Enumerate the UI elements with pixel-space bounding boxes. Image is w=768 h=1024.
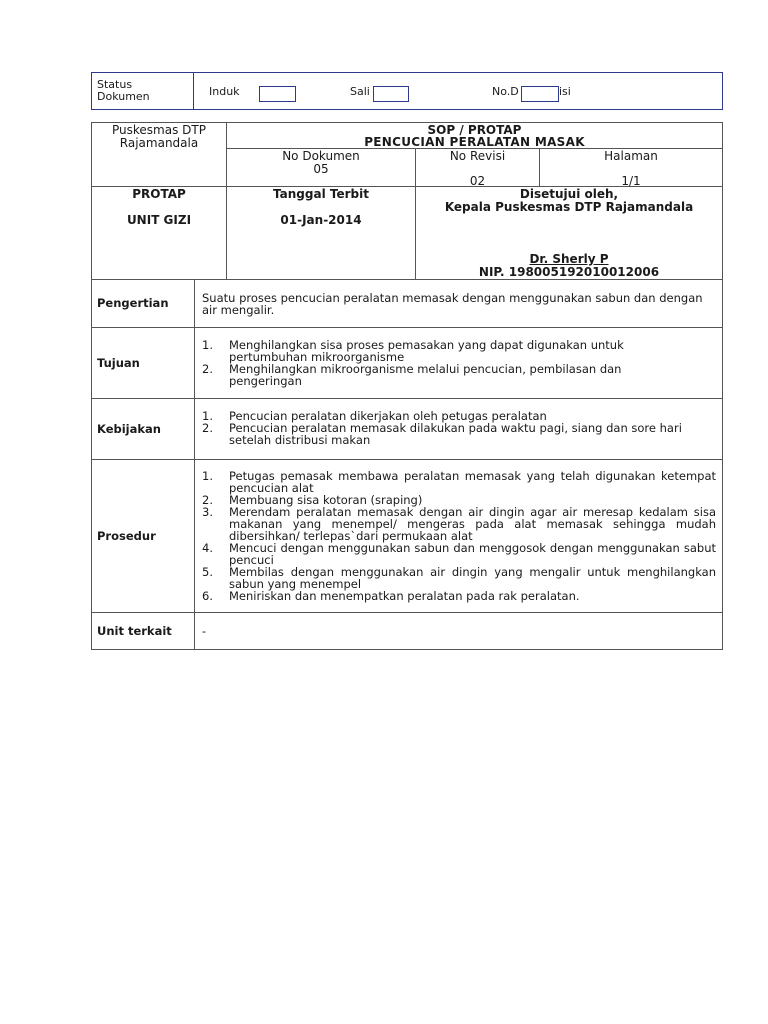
list-item-text: Membilas dengan menggunakan air dingin yang mengalir untuk menghilangkan sabun yang menempel [229,565,716,591]
list-item [202,470,716,494]
list-item-text: Menghilangkan sisa proses pemasakan yang dapat digunakan untuk pertumbuhan mikroorganisme [229,338,624,364]
table-rule [91,122,92,649]
status-dokumen-label: Status Dokumen [92,73,194,109]
kebijakan-label: Kebijakan [97,422,161,436]
table-rule [91,612,723,613]
unit-gizi-label: UNIT GIZI [126,213,192,227]
list-item-number: 2. [202,421,213,435]
list-item-text: Menghilangkan mikroorganisme melalui pencucian, pembilasan dan pengeringan [229,362,622,388]
list-item-text: Mencuci dengan menggunakan sabun dan menggosok dengan menggunakan sabut pencuci [229,541,716,567]
approver-name: Dr. Sherly P [529,252,609,266]
list-item [202,363,677,387]
pengertian-text: Suatu proses pencucian peralatan memasak dengan menggunakan sabun dan dengan air mengalir. [202,291,703,317]
list-item [202,590,716,602]
list-item-text: Pencucian peralatan memasak dilakukan pada waktu pagi, siang dan sore hari setelah distribusi makan [229,421,682,447]
halaman-value: 1/1 [621,174,641,188]
status-salinan-label: Sali [350,85,370,98]
list-item-number: 6. [202,589,213,603]
status-induk-checkbox[interactable] [259,86,296,102]
list-item [202,339,677,363]
tujuan-list [202,339,677,387]
list-item [202,422,714,446]
status-dokumen-box [91,72,723,110]
kepala-puskesmas: Kepala Puskesmas DTP Rajamandala [444,200,694,214]
no-dokumen-label: No Dokumen [282,149,360,163]
table-rule [722,122,723,649]
list-item-text: Membuang sisa kotoran (sraping) [229,493,423,507]
table-rule [91,398,723,399]
no-dokumen-value: 05 [313,162,329,176]
status-revisi-label-tail: isi [559,85,571,98]
list-item-number: 5. [202,565,213,579]
prosedur-label: Prosedur [97,529,156,543]
list-item [202,566,716,590]
list-item [202,542,716,566]
list-item-number: 4. [202,541,213,555]
list-item-text: Petugas pemasak membawa peralatan memasak yang telah digunakan ketempat pencucian alat [229,469,716,495]
table-rule [91,649,723,650]
prosedur-list [202,470,716,602]
document-title: PENCUCIAN PERALATAN MASAK [364,135,585,149]
protap-label: PROTAP [132,187,186,201]
unit-terkait-value: - [202,624,207,638]
list-item-number: 2. [202,493,213,507]
tanggal-terbit-value: 01-Jan-2014 [280,213,362,227]
list-item-text: Pencucian peralatan dikerjakan oleh petugas peralatan [229,409,547,423]
status-revisi-checkbox[interactable] [521,86,559,102]
kebijakan-list [202,410,714,446]
status-induk-label: Induk [209,85,240,98]
list-item-number: 3. [202,505,213,519]
status-salinan-checkbox[interactable] [373,86,409,102]
halaman-label: Halaman [604,149,658,163]
disetujui-oleh: Disetujui oleh, [519,187,619,201]
sop-protap-heading: SOP / PROTAP [427,123,522,137]
table-rule [194,279,195,649]
list-item-text: Merendam peralatan memasak dengan air dingin agar air meresap kedalam sisa makanan yang menempel/ mengeras pada alat memasak sehingga mudah dibersihkan/ terlepas`dari permukaan alat [229,505,716,543]
list-item [202,506,716,542]
list-item-text: Meniriskan dan menempatkan peralatan pada rak peralatan. [229,589,580,603]
pengertian-label: Pengertian [97,296,169,310]
puskesmas-name: Puskesmas DTP Rajamandala [112,123,206,150]
list-item-number: 2. [202,362,213,376]
no-revisi-label: No Revisi [449,149,506,163]
no-revisi-value: 02 [469,174,486,188]
list-item-number: 1. [202,338,213,352]
table-rule [91,459,723,460]
table-rule [91,279,723,280]
tujuan-label: Tujuan [97,356,140,370]
unit-terkait-label: Unit terkait [97,624,172,638]
status-revisi-label: No.D [492,85,519,98]
table-rule [91,327,723,328]
tanggal-terbit-label: Tanggal Terbit [273,187,369,201]
approver-nip: NIP. 198005192010012006 [478,265,660,279]
list-item-number: 1. [202,409,213,423]
list-item-number: 1. [202,469,213,483]
